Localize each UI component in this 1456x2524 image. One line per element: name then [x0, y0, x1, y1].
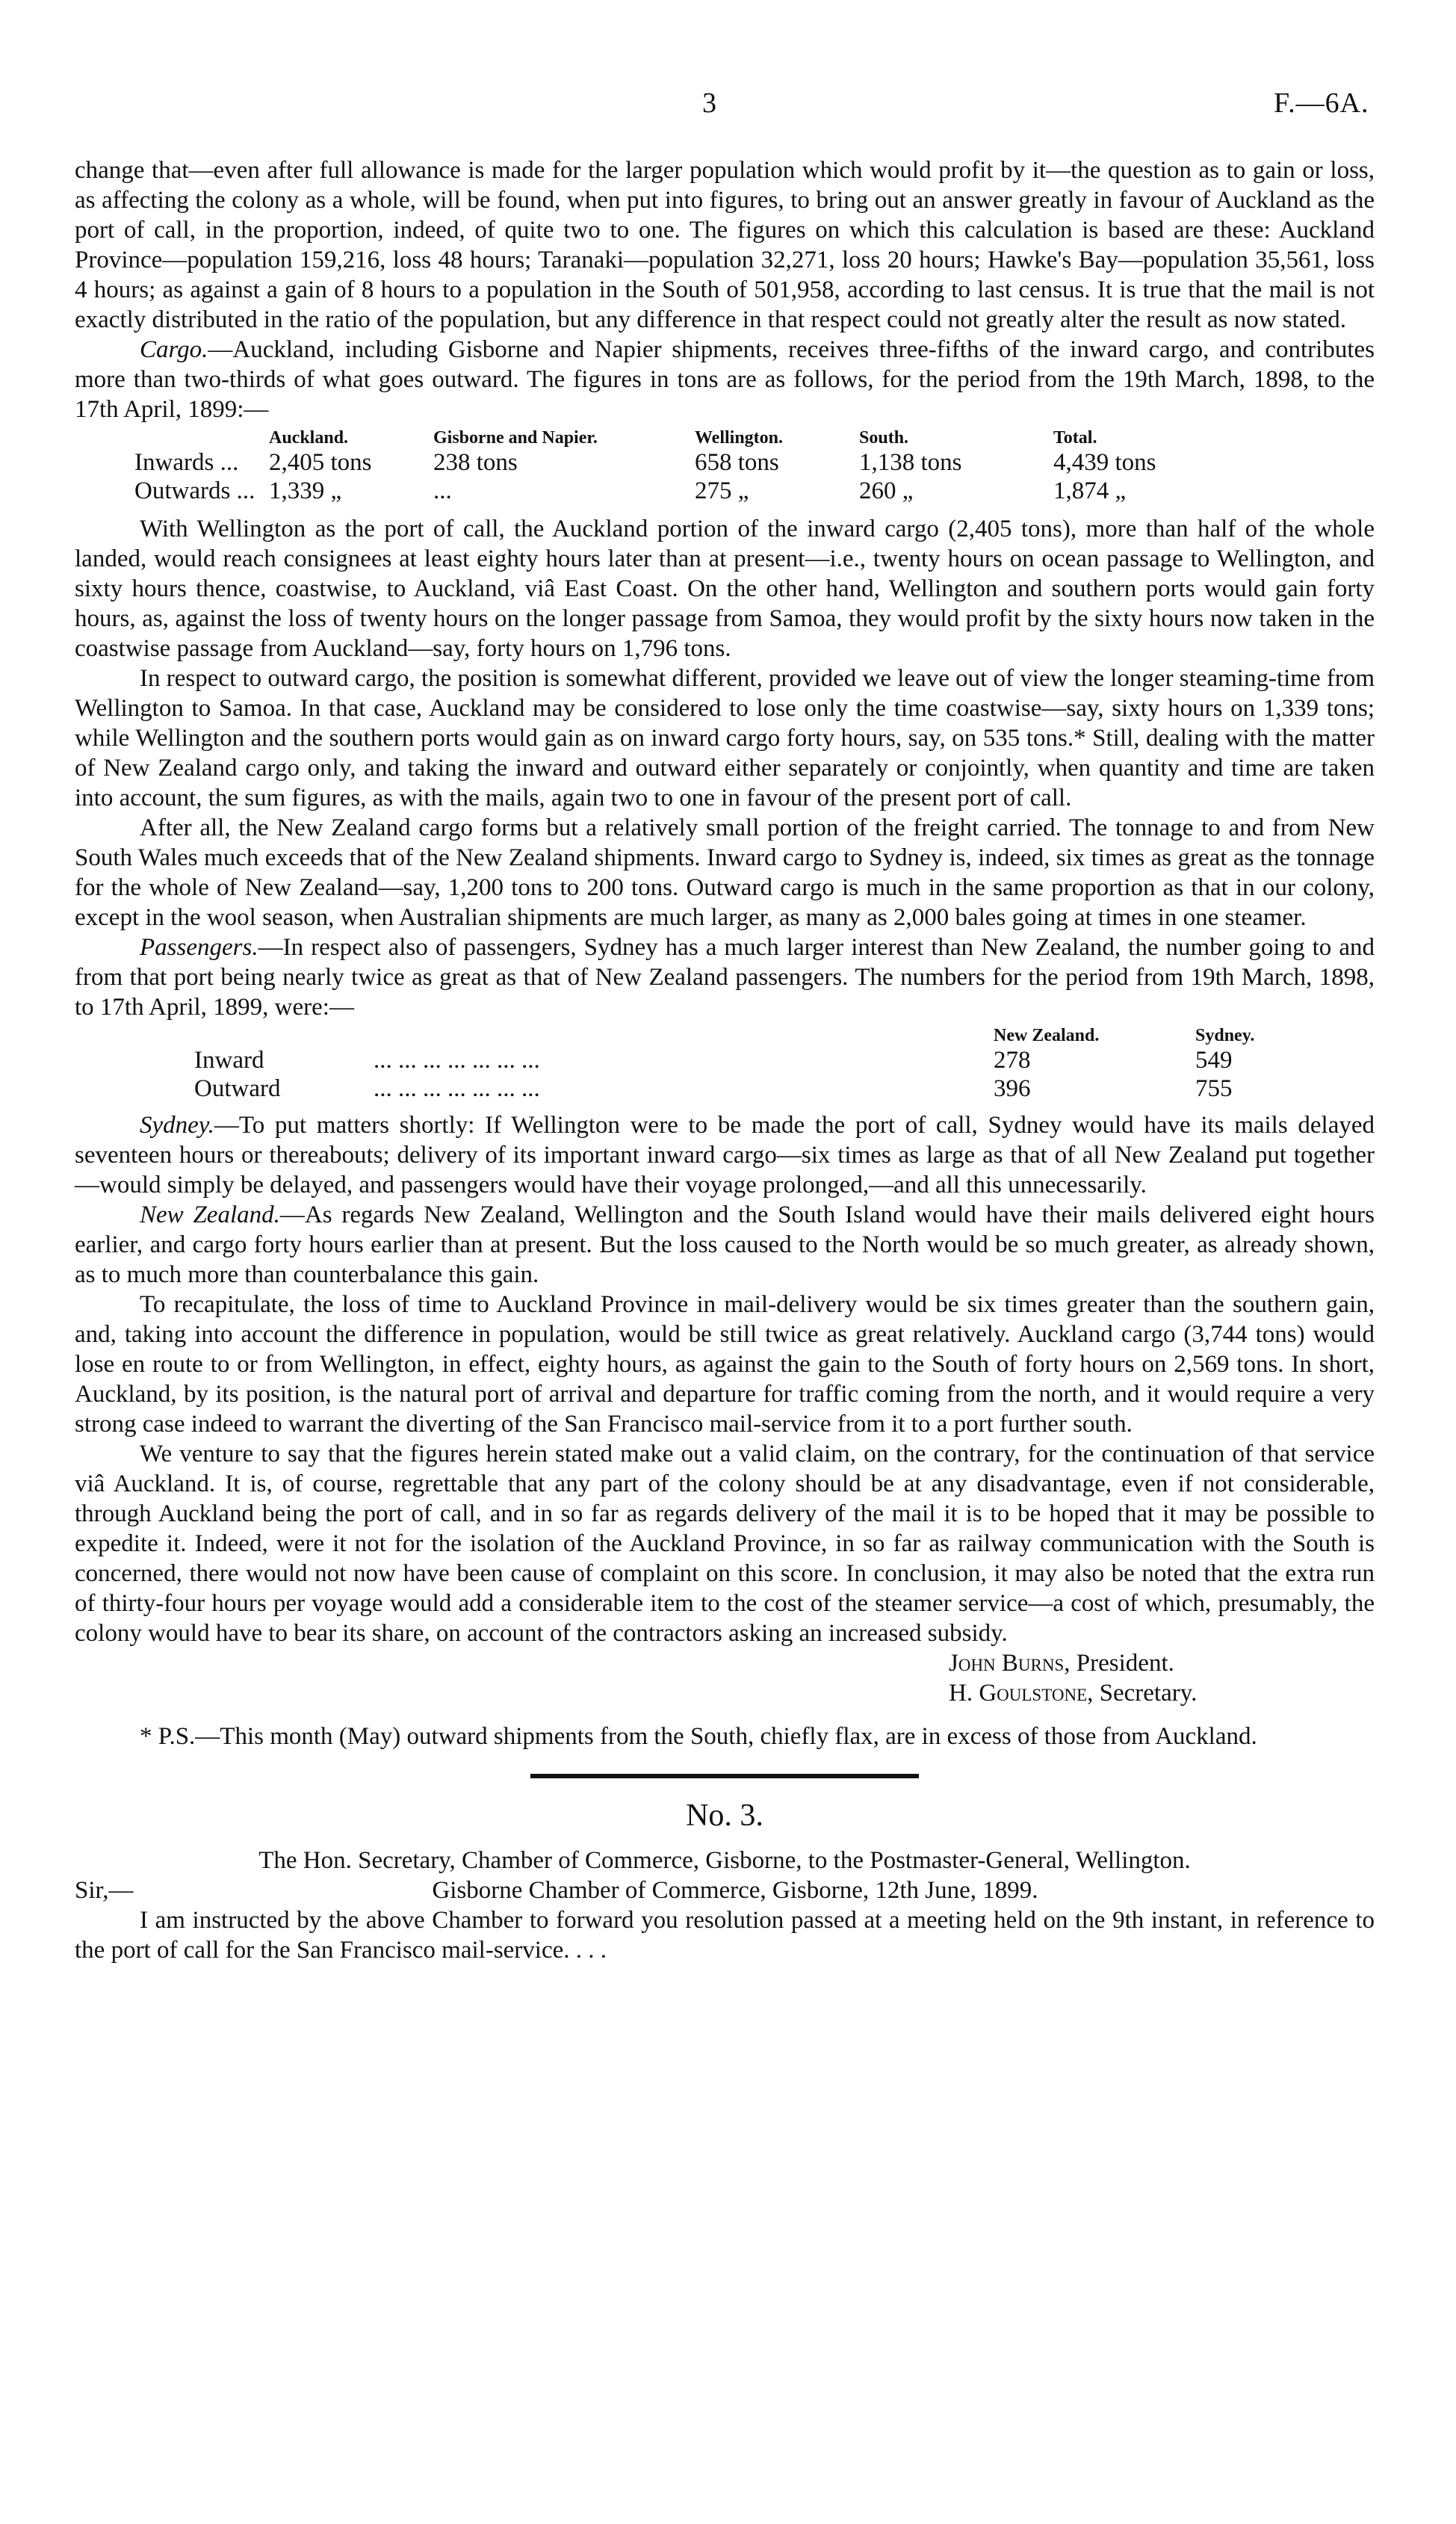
- postscript: * P.S.—This month (May) outward shipments from the South, chiefly flax, are in excess of those from Auckland.: [140, 1723, 1257, 1750]
- section-heading: No. 3.: [686, 1798, 763, 1833]
- table-cell: 260 „: [859, 477, 914, 504]
- table-cell: ...: [433, 477, 452, 504]
- table-cell: 658 tons: [695, 449, 779, 476]
- row-label: Outwards: [134, 477, 231, 504]
- passenger-table-header: [194, 1025, 1330, 1046]
- address-line: The Hon. Secretary, Chamber of Commerce, Gisborne, to the Postmaster-General, Wellington.: [258, 1847, 1191, 1874]
- new-zealand-text: —As regards New Zealand, Wellington and the South Island would have their mails delivered eight hours earlier, and cargo forty hours earlier than at present. But the loss caused to the North would be so much greater, as already shown, as to much more than counterbalance this gain.: [75, 1201, 1375, 1288]
- passenger-col-new-zealand: New Zealand.: [994, 1026, 1100, 1045]
- table-cell: 1,874 „: [1053, 477, 1127, 504]
- passengers-heading: Passengers.: [140, 934, 258, 961]
- document-reference: F.—6A.: [1274, 87, 1369, 119]
- paragraph-sydney: [75, 1110, 1375, 1200]
- passengers-text: —In respect also of passengers, Sydney has a much larger interest than New Zealand, the number going to and from that port being nearly twice as great as that of New Zealand passengers. The numbers for the period from 19th March, 1898, to 17th April, 1899, were:—: [75, 934, 1375, 1021]
- sydney-text: —To put matters shortly: If Wellington were to be made the port of call, Sydney would have its mails delayed seventeen hours or thereabouts; delivery of its important inward cargo—six times as large as that of all New Zealand put together—would simply be delayed, and passengers would have their voyage prolonged,—and all this unnecessarily.: [75, 1112, 1375, 1198]
- cargo-col-south: South.: [859, 428, 909, 448]
- table-cell: 278: [994, 1047, 1031, 1074]
- signature-secretary: [949, 1678, 1375, 1708]
- paragraph-freight: After all, the New Zealand cargo forms but a relatively small portion of the freight carried. The tonnage to and from New South Wales much exceeds that of the New Zealand shipments. Inward cargo to Sydney is, indeed, six times as great as the tonnage for the whole of New Zealand—say, 1,200 tons to 200 tons. Outward cargo is much in the same proportion as that in our colony, except in the wool season, when Australian shipments are much larger, as many as 2,000 bales going at times in one steamer.: [75, 814, 1375, 931]
- new-zealand-heading: New Zealand.: [140, 1201, 280, 1228]
- paragraph-passengers: [75, 932, 1375, 1022]
- table-cell: 1,339 „: [269, 477, 342, 504]
- paragraph-outward-cargo: In respect to outward cargo, the position is somewhat different, provided we leave out of view the longer steaming-time from Wellington to Samoa. In that case, Auckland may be considered to lose only the time coastwise—say, sixty hours on 1,339 tons; while Wellington and the southern ports would gain as on inward cargo forty hours, say, on 535 tons.* Still, dealing with the matter of New Zealand cargo only, and taking the inward and outward either separately or conjointly, when quantity and time are taken into account, the sum figures, as with the mails, again two to one in favour of the present port of call.: [75, 665, 1375, 811]
- paragraph-recapitulate: To recapitulate, the loss of time to Auckland Province in mail-delivery would be six times greater than the southern gain, and, taking into account the difference in population, would be still twice as great relatively. Auckland cargo (3,744 tons) would lose en route to or from Wellington, in effect, eighty hours, as against the gain to the South of forty hours on 2,569 tons. In short, Auckland, by its position, is the natural port of arrival and departure for traffic coming from the north, and it would require a very strong case indeed to warrant the diverting of the San Francisco mail-service from it to a port further south.: [75, 1291, 1375, 1438]
- table-cell: 396: [994, 1075, 1031, 1102]
- paragraph-mail-loss: change that—even after full allowance is made for the larger population which would profit by it—the question as to gain or loss, as affecting the colony as a whole, will be found, when put into figures, to bring out an answer greatly in favour of Auckland as the port of call, in the proportion, indeed, of quite two to one. The figures on which this calculation is based are these: Auckland Province—population 159,216, loss 48 hours; Taranaki—population 32,271, loss 20 hours; Hawke's Bay—population 35,561, loss 4 hours; as against a gain of 8 hours to a population in the South of 501,958, according to last census. It is true that the mail is not exactly distributed in the ratio of the population, but any difference in that respect could not greatly alter the result as now stated.: [75, 157, 1375, 333]
- cargo-table: [134, 427, 1233, 505]
- table-cell: 275 „: [695, 477, 749, 504]
- paragraph-conclusion: We venture to say that the figures herein stated make out a valid claim, on the contrary, for the continuation of that service viâ Auckland. It is, of course, regrettable that any part of the colony should be at any disadvantage, even if not considerable, through Auckland being the port of call, and in so far as regards delivery of the mail it is to be hoped that it may be possible to expedite it. Indeed, were it not for the isolation of the Auckland Province, in so far as railway communication with the South is concerned, there would not now have been cause of complaint on this score. In conclusion, it may also be noted that the extra run of thirty-four hours per voyage would add a considerable item to the cost of the steamer service—a cost of which, presumably, the colony would have to bear its share, on account of the contractors asking an increased subsidy.: [75, 1441, 1375, 1647]
- row-leader-dots: ... ... ... ... ... ... ...: [374, 1075, 540, 1102]
- table-cell: 549: [1195, 1047, 1233, 1074]
- cargo-col-auckland: Auckland.: [269, 428, 349, 448]
- signature-block: [949, 1648, 1375, 1708]
- page-number: 3: [702, 87, 716, 119]
- table-row: [194, 1074, 1330, 1103]
- sydney-heading: Sydney.: [140, 1112, 214, 1139]
- letter-opening: I am instructed by the above Chamber to forward you resolution passed at a meeting held on the 9th instant, in reference to the port of call for the San Francisco mail-service. . . .: [75, 1907, 1375, 1964]
- table-cell: 238 tons: [433, 449, 518, 476]
- salutation: Sir,—: [75, 1877, 134, 1904]
- table-row: [134, 477, 1233, 505]
- table-row: [194, 1046, 1330, 1074]
- passenger-col-sydney: Sydney.: [1195, 1026, 1255, 1045]
- row-leader-dots: ... ... ... ... ... ... ...: [374, 1047, 540, 1074]
- salutation-row: [75, 1875, 1375, 1905]
- row-label: Inward: [194, 1047, 264, 1074]
- row-label: Inwards: [134, 449, 214, 476]
- signatory-title: , President.: [1064, 1650, 1174, 1677]
- paragraph-new-zealand: [75, 1200, 1375, 1290]
- row-leader-dots: ...: [220, 449, 239, 476]
- row-leader-dots: ...: [236, 477, 255, 504]
- paragraph-inward-cargo: With Wellington as the port of call, the Auckland portion of the inward cargo (2,405 tons), more than half of the whole landed, would reach consignees at least eighty hours later than at present—i.e., twenty hours on ocean passage to Wellington, and sixty hours thence, coastwise, to Auckland, viâ East Coast. On the other hand, Wellington and southern ports would gain forty hours, as, against the loss of twenty hours on the longer passage from Samoa, they would profit by the sixty hours now taken in the coastwise passage from Auckland—say, forty hours on 1,796 tons.: [75, 516, 1375, 662]
- table-row: [134, 448, 1233, 477]
- section-divider: [530, 1774, 919, 1778]
- cargo-col-total: Total.: [1053, 428, 1097, 448]
- cargo-heading: Cargo.: [140, 336, 208, 363]
- signatory-name: John Burns: [949, 1650, 1065, 1677]
- cargo-table-header: [134, 427, 1233, 448]
- document-body: [75, 155, 1375, 1965]
- signatory-title: , Secretary.: [1087, 1680, 1198, 1707]
- passenger-table: [194, 1025, 1330, 1103]
- table-cell: 755: [1195, 1075, 1233, 1102]
- signatory-name: H. Goulstone: [949, 1680, 1088, 1707]
- signature-president: [949, 1648, 1375, 1678]
- table-cell: 1,138 tons: [859, 449, 962, 476]
- cargo-col-wellington: Wellington.: [695, 428, 784, 448]
- paragraph-cargo: [75, 335, 1375, 424]
- table-cell: 2,405 tons: [269, 449, 372, 476]
- cargo-col-gisborne-napier: Gisborne and Napier.: [433, 428, 598, 448]
- table-cell: 4,439 tons: [1053, 449, 1156, 476]
- place-date: Gisborne Chamber of Commerce, Gisborne, 12th June, 1899.: [432, 1877, 1038, 1904]
- row-label: Outward: [194, 1075, 281, 1102]
- cargo-text: —Auckland, including Gisborne and Napier shipments, receives three-fifths of the inward cargo, and contributes more than two-thirds of what goes outward. The figures in tons are as follows, for the period from the 19th March, 1898, to the 17th April, 1899:—: [75, 336, 1375, 423]
